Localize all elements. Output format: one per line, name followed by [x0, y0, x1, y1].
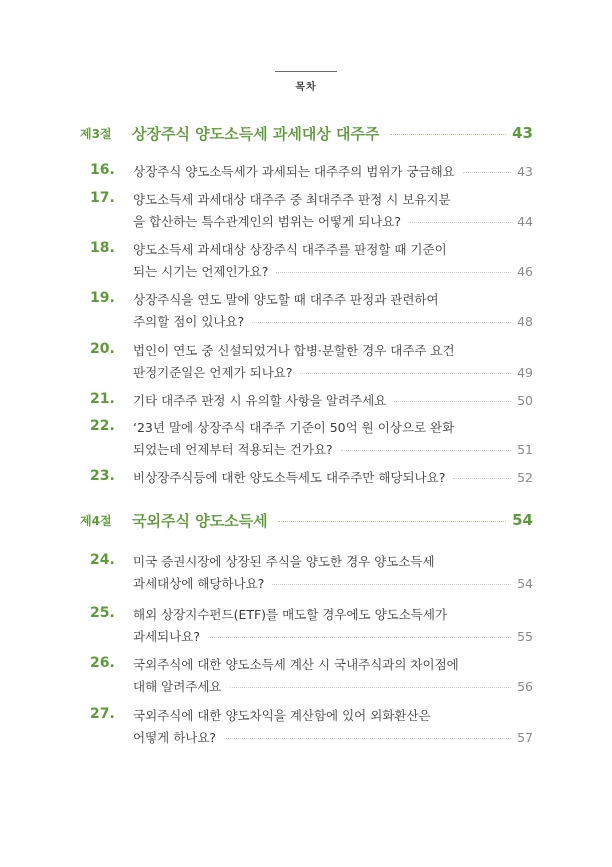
page-number: 49: [517, 364, 533, 380]
question-line: [133, 210, 533, 232]
question-number: 16.: [90, 162, 115, 178]
question-text: ‘23년 말에 상장주식 대주주 기준이 50억 원 이상으로 완화: [133, 420, 455, 435]
question-number: 17.: [90, 190, 115, 206]
question-number: 23.: [90, 468, 115, 484]
question-line: [133, 339, 533, 361]
section-heading[interactable]: [80, 122, 533, 144]
dot-leader: [409, 222, 511, 223]
dot-leader: [224, 738, 511, 739]
question-line: [133, 361, 533, 383]
question-text: 미국 증권시장에 상장된 주식을 양도한 경우 양도소득세: [133, 554, 435, 569]
page-number: 50: [517, 392, 533, 408]
question-line: [133, 310, 533, 332]
section-page-number: 54: [512, 511, 533, 529]
question-text: 해외 상장지수펀드(ETF)를 매도할 경우에도 양도소득세가: [133, 607, 448, 622]
dot-leader: [341, 450, 511, 451]
question-text: 주의할 점이 있나요?: [133, 314, 245, 329]
question-line: [133, 260, 533, 282]
page-number: 44: [517, 213, 533, 229]
dot-leader: [276, 272, 511, 273]
question-text: 대해 알려주세요: [133, 679, 222, 694]
question-line: [133, 389, 533, 411]
page-number: 57: [517, 729, 533, 745]
question-text: 비상장주식등에 대한 양도소득세도 대주주만 해당되나요?: [133, 470, 446, 485]
question-line: [133, 416, 533, 438]
question-line: [133, 550, 533, 572]
question-number: 27.: [90, 706, 115, 722]
question-text: 상장주식 양도소득세가 과세되는 대주주의 범위가 궁금해요: [133, 164, 455, 179]
page-number: 51: [517, 441, 533, 457]
question-number: 25.: [90, 605, 115, 621]
question-number: 26.: [90, 655, 115, 671]
toc-title: 목차: [295, 82, 317, 93]
page-number: 55: [517, 628, 533, 644]
question-line: [133, 572, 533, 594]
dot-leader: [230, 687, 512, 688]
dot-leader: [463, 172, 511, 173]
question-text: 기타 대주주 판정 시 유의할 사항을 알려주세요: [133, 393, 387, 408]
question-text: 양도소득세 과세대상 대주주 중 최대주주 판정 시 보유지분: [133, 192, 451, 207]
question-line: [133, 188, 533, 210]
question-line: [133, 603, 533, 625]
question-number: 22.: [90, 418, 115, 434]
question-line: [133, 160, 533, 182]
section-title: 상장주식 양도소득세 과세대상 대주주: [132, 124, 380, 143]
question-number: 24.: [90, 552, 115, 568]
section-page-number: 43: [512, 124, 533, 142]
question-number: 19.: [90, 290, 115, 306]
dot-leader: [272, 584, 511, 585]
question-line: [133, 466, 533, 488]
question-line: [133, 726, 533, 748]
question-line: [133, 438, 533, 460]
section-number: 제4절: [80, 513, 112, 528]
question-text: 국외주식에 대한 양도차익을 계산함에 있어 외화환산은: [133, 708, 431, 723]
dot-leader: [453, 478, 511, 479]
question-text: 상장주식을 연도 말에 양도할 때 대주주 판정과 관련하여: [133, 292, 439, 307]
question-text: 판정기준일은 언제가 되나요?: [133, 365, 293, 380]
question-text: 되었는데 언제부터 적용되는 건가요?: [133, 442, 333, 457]
section-title: 국외주식 양도소득세: [132, 511, 268, 530]
question-text: 법인이 연도 중 신설되었거나 합병·분할한 경우 대주주 요건: [133, 343, 455, 358]
dot-leader: [278, 521, 506, 522]
question-text: 을 합산하는 특수관계인의 범위는 어떻게 되나요?: [133, 214, 402, 229]
section-number: 제3절: [80, 126, 112, 141]
question-text: 어떻게 하나요?: [133, 730, 217, 745]
question-number: 20.: [90, 341, 115, 357]
dot-leader: [394, 401, 511, 402]
question-line: [133, 675, 533, 697]
page-number: 48: [517, 313, 533, 329]
question-line: [133, 288, 533, 310]
question-text: 과세되나요?: [133, 629, 201, 644]
page-number: 46: [517, 263, 533, 279]
page-number: 52: [517, 469, 533, 485]
page-number: 54: [517, 575, 533, 591]
question-line: [133, 625, 533, 647]
dot-leader: [252, 322, 511, 323]
question-number: 21.: [90, 391, 115, 407]
question-line: [133, 238, 533, 260]
question-line: [133, 704, 533, 726]
page-number: 56: [517, 678, 533, 694]
toc-header: [0, 71, 612, 93]
question-text: 국외주식에 대한 양도소득세 계산 시 국내주식과의 차이점에: [133, 657, 459, 672]
question-number: 18.: [90, 240, 115, 256]
header-rule: [275, 71, 337, 72]
question-text: 양도소득세 과세대상 상장주식 대주주를 판정할 때 기준이: [133, 242, 447, 257]
dot-leader: [390, 134, 507, 135]
question-text: 과세대상에 해당하나요?: [133, 576, 265, 591]
dot-leader: [208, 637, 511, 638]
question-text: 되는 시기는 언제인가요?: [133, 264, 269, 279]
dot-leader: [300, 373, 511, 374]
page-number: 43: [517, 163, 533, 179]
section-heading[interactable]: [80, 509, 533, 531]
question-line: [133, 653, 533, 675]
